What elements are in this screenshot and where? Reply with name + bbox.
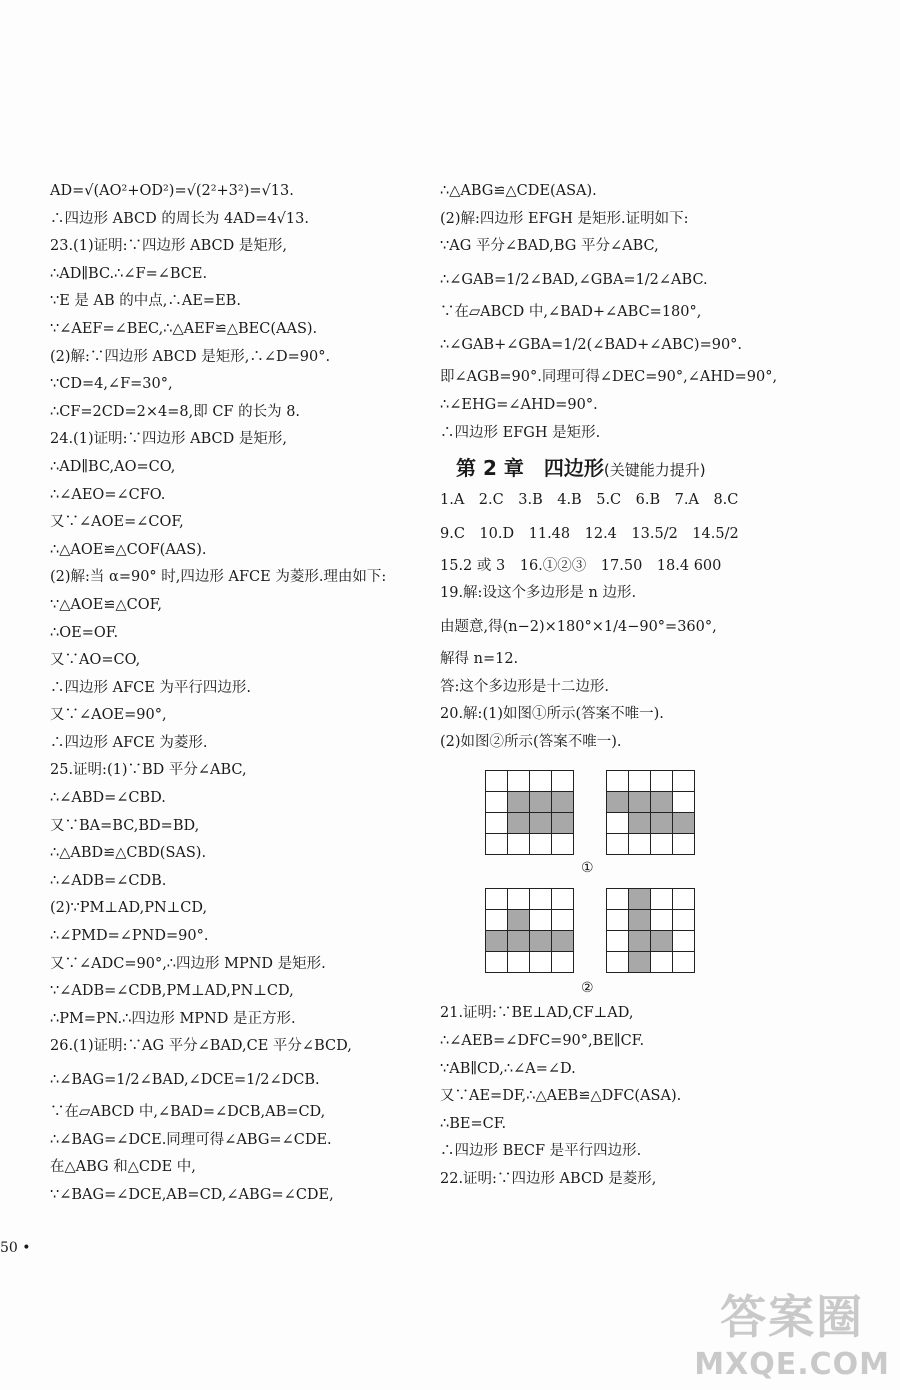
answer-line: 20.解:(1)如图①所示(答案不唯一). — [440, 706, 664, 723]
answer-line: 1.A 2.C 3.B 4.B 5.C 6.B 7.A 8.C — [440, 492, 739, 509]
solution-line: 又∵∠AOE=90°, — [50, 707, 167, 724]
figure-1-label: ① — [581, 860, 594, 877]
solution-line: ∴PM=PN.∴四边形 MPND 是正方形. — [50, 1010, 296, 1027]
solution-line: (2)解:∵四边形 ABCD 是矩形,∴∠D=90°. — [50, 348, 331, 365]
solution-line: ∵△AOE≌△COF, — [50, 596, 163, 613]
solution-line: ∴∠PMD=∠PND=90°. — [50, 928, 209, 945]
solution-line: 23.(1)证明:∵四边形 ABCD 是矩形, — [50, 238, 287, 255]
solution-line: ∴四边形 BECF 是平行四边形. — [440, 1143, 642, 1160]
watermark-logo — [694, 1281, 890, 1382]
solution-line: ∴∠AEB=∠DFC=90°,BE∥CF. — [440, 1032, 645, 1049]
solution-line: 又∵BA=BC,BD=BD, — [50, 817, 200, 834]
solution-line: ∴AD∥BC,AO=CO, — [50, 458, 176, 475]
answer-line: 19.解:设这个多边形是 n 边形. — [440, 585, 637, 602]
solution-line: ∴∠ADB=∠CDB. — [50, 872, 167, 889]
answer-line: 15.2 或 3 16.①②③ 17.50 18.4 600 — [440, 557, 722, 574]
solution-line: ∵∠ADB=∠CDB,PM⊥AD,PN⊥CD, — [50, 983, 294, 1000]
figure-1b-grid — [606, 770, 695, 855]
chapter-subtitle: (关键能力提升) — [603, 461, 706, 480]
solution-line: ∵在▱ABCD 中,∠BAD=∠DCB,AB=CD, — [50, 1104, 326, 1120]
solution-line: (2)∵PM⊥AD,PN⊥CD, — [50, 900, 208, 917]
solution-line: ∵∠BAG=∠DCE,AB=CD,∠ABG=∠CDE, — [50, 1186, 334, 1203]
solution-line: 22.证明:∵四边形 ABCD 是菱形, — [440, 1170, 657, 1187]
figure-2b-grid — [606, 888, 695, 973]
solution-line: ∴∠EHG=∠AHD=90°. — [440, 396, 598, 413]
left-column — [50, 178, 410, 1209]
answer-line: 由题意,得(n−2)×180°×1/4−90°=360°, — [440, 618, 717, 635]
solution-line: ∵AG 平分∠BAD,BG 平分∠ABC, — [440, 238, 659, 255]
watermark-text-top: 答案圈 — [720, 1290, 865, 1344]
solution-line: ∴∠AEO=∠CFO. — [50, 486, 166, 503]
answer-line: 9.C 10.D 11.48 12.4 13.5/2 14.5/2 — [440, 525, 739, 542]
figure-1a-grid — [485, 770, 574, 855]
solution-line: ∴∠ABD=∠CBD. — [50, 790, 166, 807]
solution-line: ∴△ABG≌△CDE(ASA). — [440, 183, 597, 199]
solution-line: 即∠AGB=90°.同理可得∠DEC=90°,∠AHD=90°, — [440, 369, 778, 386]
page-number: 50 • — [0, 1240, 31, 1256]
solution-line: 21.证明:∵BE⊥AD,CF⊥AD, — [440, 1005, 634, 1022]
solution-line: (2)解:当 α=90° 时,四边形 AFCE 为菱形.理由如下: — [50, 569, 387, 586]
solution-line: ∴BE=CF. — [440, 1115, 507, 1132]
solution-line: ∵CD=4,∠F=30°, — [50, 376, 173, 393]
chapter-heading — [456, 451, 770, 485]
solution-line: 24.(1)证明:∵四边形 ABCD 是矩形, — [50, 431, 287, 448]
solution-line: ∴∠BAG=∠DCE.同理可得∠ABG=∠CDE. — [50, 1131, 332, 1148]
solution-line: ∴△ABD≌△CBD(SAS). — [50, 845, 207, 862]
figure-2-label: ② — [581, 980, 594, 997]
solution-line: ∴四边形 ABCD 的周长为 4AD=4√13. — [50, 210, 309, 227]
solution-line: ∴四边形 EFGH 是矩形. — [440, 424, 601, 441]
watermark-text-bottom: MXQE.COM — [694, 1347, 890, 1382]
answer-line: 答:这个多边形是十二边形. — [440, 678, 609, 695]
solution-line: ∴CF=2CD=2×4=8,即 CF 的长为 8. — [50, 403, 301, 420]
solution-line: (2)解:四边形 EFGH 是矩形.证明如下: — [440, 210, 689, 227]
solution-line: ∴四边形 AFCE 为菱形. — [50, 734, 208, 751]
solution-line: 又∵AE=DF,∴△AEB≌△DFC(ASA). — [440, 1088, 682, 1105]
figures-area — [440, 756, 770, 1000]
solution-line: AD=√(AO²+OD²)=√(2²+3²)=√13. — [50, 183, 294, 199]
solution-line: ∴四边形 AFCE 为平行四边形. — [50, 679, 252, 696]
solution-line: 25.证明:(1)∵BD 平分∠ABC, — [50, 762, 247, 779]
answer-line: (2)如图②所示(答案不唯一). — [440, 733, 622, 750]
solution-line: ∵E 是 AB 的中点,∴AE=EB. — [50, 293, 241, 310]
chapter-title: 第 2 章 四边形 — [456, 456, 604, 481]
answer-line: 解得 n=12. — [440, 650, 519, 667]
solution-line: 又∵∠AOE=∠COF, — [50, 514, 184, 531]
solution-line: ∴∠BAG=1/2∠BAD,∠DCE=1/2∠DCB. — [50, 1072, 320, 1088]
solution-line: 又∵AO=CO, — [50, 652, 141, 669]
solution-line: ∴△AOE≌△COF(AAS). — [50, 541, 207, 558]
solution-line: ∵∠AEF=∠BEC,∴△AEF≌△BEC(AAS). — [50, 320, 318, 337]
figure-2a-grid — [485, 888, 574, 973]
solution-line: 在△ABG 和△CDE 中, — [50, 1159, 196, 1176]
solution-line: ∴∠GAB=1/2∠BAD,∠GBA=1/2∠ABC. — [440, 271, 708, 288]
solution-line: 又∵∠ADC=90°,∴四边形 MPND 是矩形. — [50, 955, 326, 972]
solution-line: ∵AB∥CD,∴∠A=∠D. — [440, 1060, 576, 1077]
solution-line: ∵在▱ABCD 中,∠BAD+∠ABC=180°, — [440, 303, 702, 320]
solution-line: ∴OE=OF. — [50, 624, 119, 641]
solution-line: ∴∠GAB+∠GBA=1/2(∠BAD+∠ABC)=90°. — [440, 337, 743, 354]
solution-line: ∴AD∥BC.∴∠F=∠BCE. — [50, 265, 208, 282]
right-column — [440, 178, 778, 1193]
solution-line: 26.(1)证明:∵AG 平分∠BAD,CE 平分∠BCD, — [50, 1038, 352, 1055]
